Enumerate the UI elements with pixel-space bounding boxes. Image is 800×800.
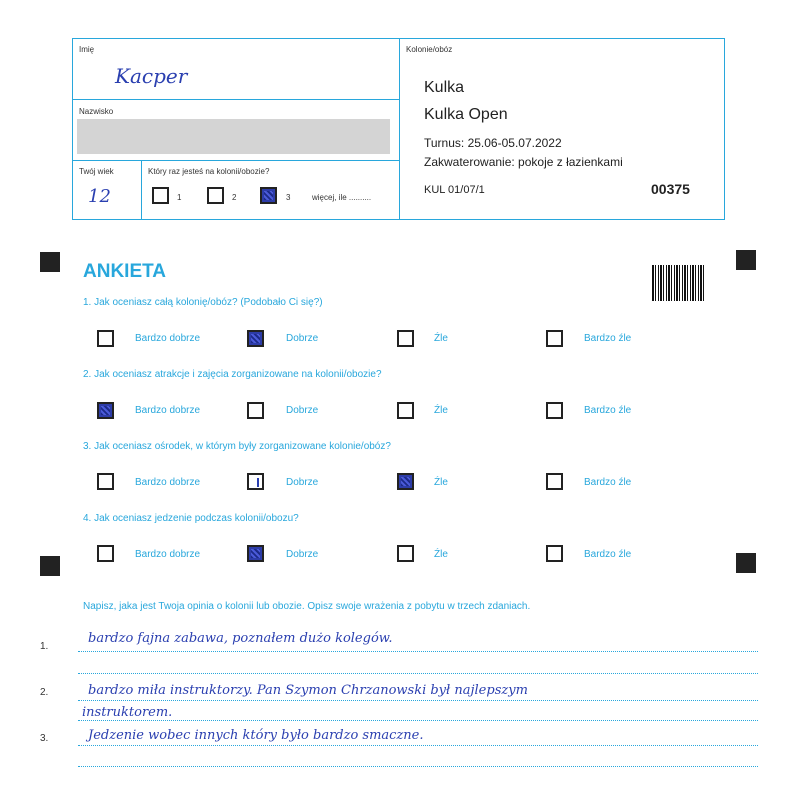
registration-mark-bottom-left xyxy=(40,556,60,576)
q3-dobrze-checkbox[interactable] xyxy=(247,473,264,490)
wiek-value[interactable]: 12 xyxy=(88,186,111,207)
header-divider-vertical xyxy=(399,38,400,219)
q3-bardzo-dobrze-checkbox[interactable] xyxy=(97,473,114,490)
q2-bardzo-zle-checkbox[interactable] xyxy=(546,402,563,419)
opinion-line-1-rule-2 xyxy=(78,673,758,674)
q1-bardzo-zle-checkbox[interactable] xyxy=(546,330,563,347)
q4-bardzo-zle-label: Bardzo źle xyxy=(584,549,632,560)
ktory-raz-label: Który raz jesteś na kolonii/obozie? xyxy=(148,167,270,176)
imie-value[interactable]: Kacper xyxy=(115,64,188,88)
question-3: 3. Jak oceniasz ośrodek, w którym były zorganizowane kolonie/obóz? xyxy=(83,441,391,452)
q2-dobrze-label: Dobrze xyxy=(286,405,319,416)
question-2: 2. Jak oceniasz atrakcje i zajęcia zorganizowane na kolonii/obozie? xyxy=(83,369,382,380)
zakwaterowanie: Zakwaterowanie: pokoje z łazienkami xyxy=(424,155,623,169)
kolonia-program: Kulka Open xyxy=(424,106,508,123)
barcode xyxy=(652,265,704,301)
q1-dobrze-label: Dobrze xyxy=(286,333,319,344)
opinion-line-3-number: 3. xyxy=(40,733,49,744)
q2-zle-label: Źle xyxy=(434,405,448,416)
q4-bardzo-zle-checkbox[interactable] xyxy=(546,545,563,562)
q2-bardzo-dobrze-checkbox[interactable] xyxy=(97,402,114,419)
turnus: Turnus: 25.06-05.07.2022 xyxy=(424,136,562,150)
opinion-line-1-number: 1. xyxy=(40,641,49,652)
q2-bardzo-dobrze-label: Bardzo dobrze xyxy=(135,405,201,416)
registration-mark-top-right xyxy=(736,250,756,270)
q1-zle-label: Źle xyxy=(434,333,448,344)
ktory-raz-checkbox-2[interactable] xyxy=(207,187,224,204)
q4-zle-checkbox[interactable] xyxy=(397,545,414,562)
opinion-line-2-rule-2 xyxy=(78,720,758,721)
opinion-line-2-number: 2. xyxy=(40,687,49,698)
ktory-raz-checkbox-3[interactable] xyxy=(260,187,277,204)
q3-zle-checkbox[interactable] xyxy=(397,473,414,490)
q1-bardzo-dobrze-label: Bardzo dobrze xyxy=(135,333,201,344)
q3-bardzo-zle-label: Bardzo źle xyxy=(584,477,632,488)
imie-label: Imię xyxy=(79,45,95,54)
q2-dobrze-checkbox[interactable] xyxy=(247,402,264,419)
q3-bardzo-zle-checkbox[interactable] xyxy=(546,473,563,490)
header-divider-h1 xyxy=(72,99,400,100)
header-divider-v2 xyxy=(141,160,142,219)
q4-zle-label: Źle xyxy=(434,549,448,560)
opinion-line-3-rule xyxy=(78,745,758,746)
ktory-raz-option-more: więcej, ile .......... xyxy=(312,193,372,202)
q2-zle-checkbox[interactable] xyxy=(397,402,414,419)
header-divider-h2 xyxy=(72,160,400,161)
opinion-line-3-rule-2 xyxy=(78,766,758,767)
wiek-label: Twój wiek xyxy=(79,167,114,176)
question-1: 1. Jak oceniasz całą kolonię/obóz? (Podobało Ci się?) xyxy=(83,297,323,308)
kolonia-code: KUL 01/07/1 xyxy=(424,184,485,196)
q3-zle-label: Źle xyxy=(434,477,448,488)
q1-bardzo-dobrze-checkbox[interactable] xyxy=(97,330,114,347)
opinion-line-1-rule xyxy=(78,651,758,652)
q1-zle-checkbox[interactable] xyxy=(397,330,414,347)
q4-dobrze-label: Dobrze xyxy=(286,549,319,560)
nazwisko-label: Nazwisko xyxy=(79,107,114,116)
q2-bardzo-zle-label: Bardzo źle xyxy=(584,405,632,416)
q3-bardzo-dobrze-label: Bardzo dobrze xyxy=(135,477,201,488)
q4-bardzo-dobrze-checkbox[interactable] xyxy=(97,545,114,562)
ktory-raz-option-2: 2 xyxy=(232,193,237,202)
form-number: 00375 xyxy=(651,181,690,197)
kolonia-label: Kolonie/obóz xyxy=(406,45,453,54)
q1-dobrze-checkbox[interactable] xyxy=(247,330,264,347)
question-4: 4. Jak oceniasz jedzenie podczas kolonii/obozu? xyxy=(83,513,299,524)
kolonia-name: Kulka xyxy=(424,79,465,96)
opinion-line-2-continuation[interactable]: instruktorem. xyxy=(82,705,173,720)
nazwisko-redacted xyxy=(77,119,390,154)
registration-mark-bottom-right xyxy=(736,553,756,573)
q4-bardzo-dobrze-label: Bardzo dobrze xyxy=(135,549,201,560)
opinion-prompt: Napisz, jaka jest Twoja opinia o kolonii lub obozie. Opisz swoje wrażenia z pobytu w trzech zdaniach. xyxy=(83,601,531,612)
opinion-line-2-rule xyxy=(78,700,758,701)
ktory-raz-option-3: 3 xyxy=(286,193,291,202)
opinion-line-3-text[interactable]: Jedzenie wobec innych który było bardzo smaczne. xyxy=(88,728,424,743)
q1-bardzo-zle-label: Bardzo źle xyxy=(584,333,632,344)
q3-dobrze-label: Dobrze xyxy=(286,477,319,488)
ktory-raz-checkbox-1[interactable] xyxy=(152,187,169,204)
survey-title: ANKIETA xyxy=(83,261,167,282)
opinion-line-2-text[interactable]: bardzo miła instruktorzy. Pan Szymon Chrzanowski był najlepszym xyxy=(88,683,528,698)
registration-mark-top-left xyxy=(40,252,60,272)
opinion-line-1-text[interactable]: bardzo fajna zabawa, poznałem dużo kolegów. xyxy=(88,631,393,646)
q4-dobrze-checkbox[interactable] xyxy=(247,545,264,562)
ktory-raz-option-1: 1 xyxy=(177,193,182,202)
